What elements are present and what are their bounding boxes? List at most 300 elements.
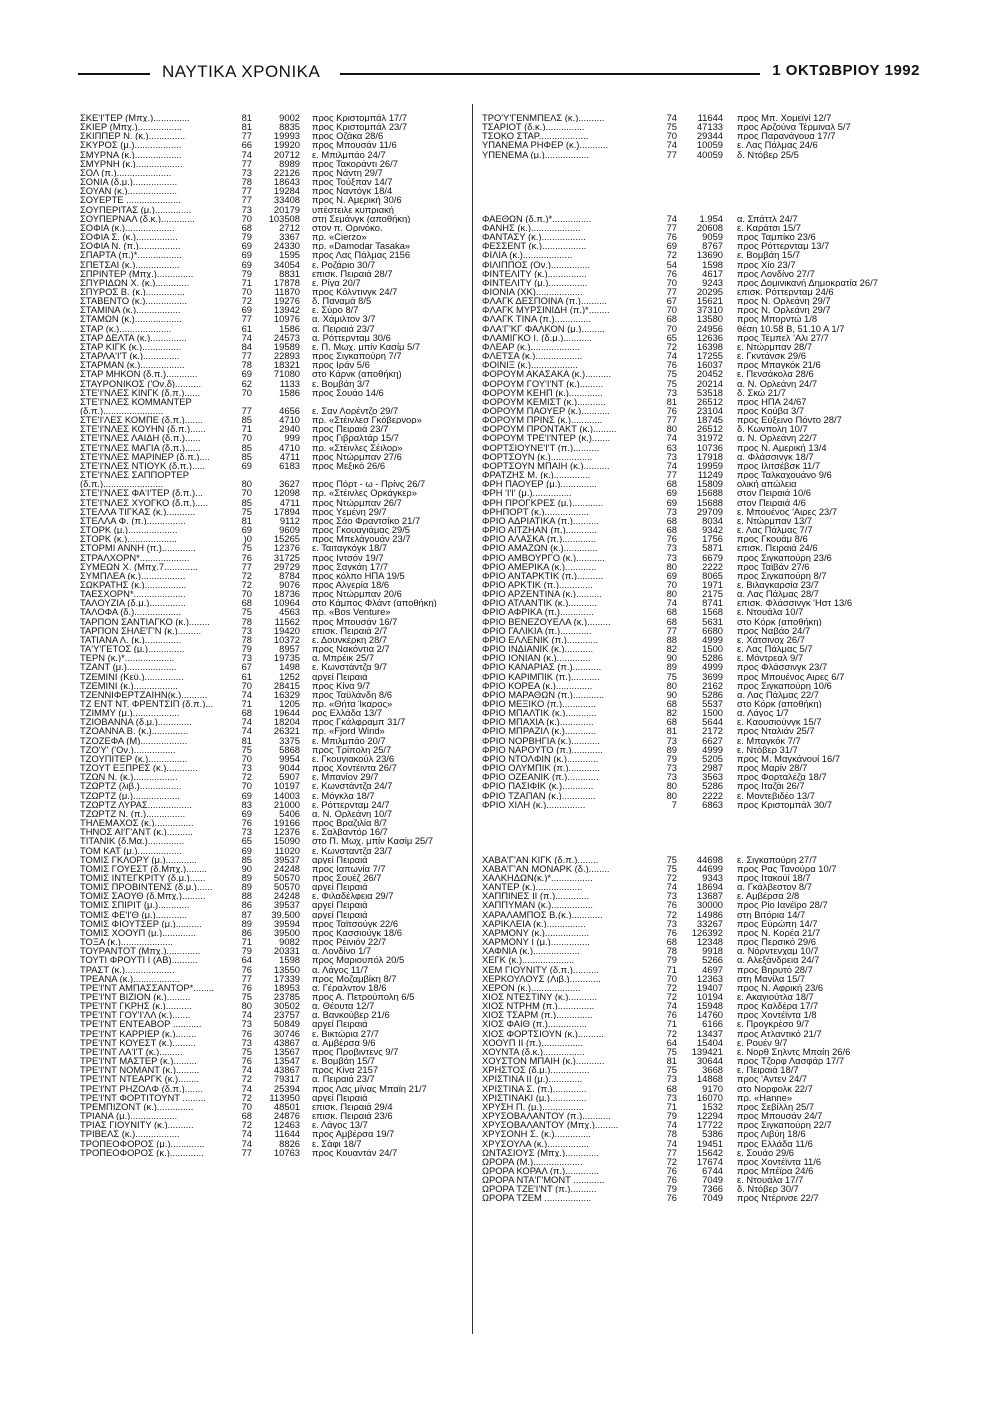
tonnage: 13690 [696, 249, 723, 261]
ship-entry [80, 525, 460, 534]
tonnage: 999 [284, 432, 300, 444]
position-status: ε. Λας Πάλμας 7/7 [737, 525, 813, 535]
build-year: 74 [666, 112, 677, 123]
ship-name: ΤΡΕ'Ι'ΝΤ ΛΑ'Ι'Τ (κ.)......... [80, 1046, 183, 1057]
tonnage: 126392 [691, 926, 723, 938]
tonnage: 6183 [279, 459, 300, 471]
build-year: 89 [241, 917, 252, 929]
position-status: α. Λονδίνο 1/7 [312, 946, 372, 956]
build-year: 81 [241, 112, 252, 123]
ship-entry [80, 644, 460, 653]
position-status: στον Πειραιά 10/6 [737, 488, 812, 498]
build-year: 73 [241, 652, 252, 664]
tonnage: 8957 [279, 643, 300, 655]
tonnage: 7049 [702, 1192, 723, 1204]
position-status: προς Νταλιάν 25/7 [737, 726, 815, 736]
build-year: 68 [241, 221, 252, 233]
build-year: 74 [241, 688, 252, 700]
ship-entry [80, 672, 460, 681]
tonnage: 7366 [702, 1183, 723, 1195]
ship-name: ΦΛΑ'Γ'ΚΓ ΦΑΛΚΟΝ (μ.)......... [482, 323, 605, 333]
build-year: 75 [241, 991, 252, 1002]
position-status: θέση 10.58 Β, 51.10 Α 1/7 [737, 323, 845, 333]
ship-name: ΤΕΡΝ (κ.)*................... [80, 653, 175, 663]
ship-name: ΦΛΕΑΡ (κ.)................... [482, 341, 580, 352]
ship-name: ΦΙΟΝΙΑ (ΧΚ).................. [482, 286, 583, 297]
tonnage: 9609 [279, 524, 300, 536]
tonnage: 11644 [697, 112, 723, 123]
section-spacer [482, 818, 922, 827]
position-status: ε. Σιγκαπούρη 27/7 [737, 854, 818, 864]
build-year: 75 [241, 505, 252, 517]
position-status: στον π. Ορινόκο. [312, 222, 383, 233]
tonnage: 10372 [273, 633, 300, 645]
build-year: 68 [666, 615, 677, 627]
build-year: 68 [666, 524, 677, 536]
ship-entry [80, 223, 460, 232]
position-status: προς Ταμπίκο 23/6 [737, 232, 816, 242]
build-year: 74 [666, 1000, 677, 1012]
position-status: προς Λας Πάλμας 2156 [312, 250, 411, 260]
position-status: ε. Ρόττερνταμ 24/7 [312, 799, 390, 809]
build-year: 78 [241, 633, 252, 645]
ship-name: ΤΖΟΖΕΦΑ (Μ).................. [80, 735, 188, 745]
ship-name: ΦΡΙΟ ΜΑΡΑΘΩΝ (π.)............ [482, 689, 605, 699]
position-status: προς Φλάσσινγκ 23/7 [737, 662, 828, 672]
ship-name: ΤΡΟΠΕΟΦΟΡΟΣ (κ.)............. [80, 1147, 204, 1157]
position-status: στο Κόρκ (αποθήκη) [737, 699, 822, 709]
tonnage: 11644 [274, 1128, 300, 1140]
ship-entry [80, 763, 460, 772]
tonnage: 13550 [273, 963, 300, 975]
tonnage: 10763 [273, 1146, 300, 1158]
ship-name: ΧΡΥΣΟΥΛΑ (κ.)................ [482, 1138, 589, 1148]
ship-entry [80, 507, 460, 516]
build-year: 75 [241, 606, 252, 618]
position-status: προς Μπ. Χομεϊνί 12/7 [737, 113, 832, 123]
build-year: 68 [666, 1082, 677, 1094]
tonnage: 4999 [702, 633, 723, 645]
position-status: πρ. «Cierzo» [312, 232, 367, 242]
position-status: ε. Ντώρμπαν 13/7 [737, 515, 813, 526]
build-year: 73 [666, 450, 677, 462]
build-year: 71 [666, 963, 677, 975]
build-year: 74 [666, 212, 677, 224]
ship-entry [80, 140, 460, 149]
build-year: 73 [666, 386, 677, 398]
ship-name: ΩΡΟΡΑ ΝΤΑ'Γ'ΜΟΝΤ ............ [482, 1175, 605, 1185]
ship-name: ΣΠΑΡΤΑ (π.)*................. [80, 250, 182, 260]
build-year: 76 [666, 267, 677, 279]
tonnage: 39.500 [271, 908, 300, 920]
build-year: 75 [241, 542, 252, 554]
position-status: προς Μ. Μαγκάνουί 16/7 [737, 753, 841, 764]
ship-name: ΦΡΗ 'Ι'Ι' (μ.)............... [482, 488, 572, 498]
build-year: 80 [666, 588, 677, 600]
build-year: 76 [666, 926, 677, 938]
ship-name: ΤΖΕΜΙΝΙ (κ.)................. [80, 680, 178, 690]
tonnage: 44699 [696, 862, 723, 874]
ship-name: ΤΡΕ'Ι'ΝΤ ΡΗΖΟΛΦ (δ.π.)....... [80, 1083, 203, 1093]
ship-name: ΣΤΕΛΛΑ ΤΙΓΚΑΣ (κ.)........... [80, 506, 196, 516]
build-year: 73 [241, 166, 252, 178]
ship-name: ΤΟΜΙΣ ΦΕ'Ι'Θ (μ.)............ [80, 909, 187, 919]
position-status: προς Ρόττερνταμ 13/7 [737, 241, 830, 251]
tonnage: 33408 [273, 194, 300, 206]
ship-name: ΧΙΟΣ ΝΤΕΣΤΙΝΥ (κ.)........... [482, 992, 598, 1002]
build-year: 76 [666, 405, 677, 416]
tonnage: 9918 [702, 945, 723, 957]
ship-name: ΦΡΑΤΖΗΣ Μ. (κ.).............. [482, 470, 591, 480]
tonnage: 5286 [702, 780, 723, 792]
ship-entry [80, 992, 460, 1001]
tonnage: 11562 [274, 615, 300, 627]
build-year: 87 [241, 908, 252, 920]
position-status: προς Τέμπελ 'Αλι 27/7 [737, 332, 829, 342]
ship-entry [80, 635, 460, 644]
position-status: προς Χοντέϊντα 11/6 [737, 1156, 822, 1166]
tonnage: 71080 [273, 368, 300, 380]
ship-name: ΤΑΕΣΧΟΡΝ*.................... [80, 589, 186, 599]
ship-name: ΤΡΙΑΣ ΓΙΟΥΝΙΤΥ (κ.).......... [80, 1120, 194, 1130]
position-status: ε. Χάτσινοχ 26/7 [737, 634, 805, 645]
tonnage: 21000 [273, 798, 300, 810]
position-status: στο Κάμπος Φλάντ (αποθήκη) [312, 598, 437, 608]
position-status: προς Κίνα 2157 [312, 1065, 379, 1075]
build-year: 72 [666, 871, 677, 883]
tonnage: 43867 [273, 1064, 300, 1076]
build-year: 71 [241, 698, 252, 709]
tonnage: 34054 [273, 258, 300, 270]
tonnage: 22126 [273, 166, 300, 178]
tonnage: 18736 [273, 588, 300, 600]
ship-name: ΣΤΟΡΚ (κ.)................... [80, 534, 177, 544]
ship-entry [482, 1193, 922, 1202]
ship-entry [80, 1120, 460, 1129]
build-year: 79 [666, 954, 677, 966]
ship-name: ΧΡΙΣΤΙΝΑ Σ. (π.)............. [482, 1083, 587, 1093]
ship-name: ΤΑΤΙΑΝΑ Λ. (κ.).............. [80, 634, 182, 645]
ship-name: (δ.π.)....................... [80, 406, 164, 416]
build-year: 73 [666, 505, 677, 517]
tonnage: 1595 [279, 249, 300, 261]
tonnage: 53518 [696, 386, 723, 398]
ship-name: ΣΤΑΜΙΝΑ (κ.)................. [80, 305, 181, 315]
tonnage: 5907 [279, 771, 300, 783]
position-status: ε. Λας Πάλμας 24/6 [737, 140, 818, 150]
build-year: 76 [241, 1055, 252, 1067]
ship-name: ΦΡΙΟ ΑΛΑΣΚΑ (π.)............. [482, 534, 597, 544]
ship-entry [80, 543, 460, 552]
tonnage: 3375 [279, 734, 300, 746]
tonnage: 11249 [697, 469, 723, 481]
position-status: α. Γέραλντον 18/6 [312, 982, 387, 992]
ship-entry [80, 873, 460, 882]
ship-name: ΣΤΕΛΛΑ Φ. (π.)............... [80, 515, 186, 526]
build-year: 73 [666, 890, 677, 902]
position-status: προς Μεξικό 26/6 [312, 460, 386, 471]
tonnage: 24956 [696, 322, 723, 334]
build-year: 67 [241, 661, 252, 673]
build-year: 73 [241, 203, 252, 215]
ship-name: ΣΚΥΡΟΣ (μ.).................. [80, 140, 182, 150]
position-status: προς Ιράν 5/6 [312, 360, 370, 370]
ship-entry [80, 809, 460, 818]
ship-entry [80, 470, 460, 479]
ship-name: ΦΙΝΤΕΛΙΤΥ (μ.)............... [482, 277, 588, 287]
tonnage: 22893 [273, 350, 300, 362]
ship-name: ΧΕΡΚΟΥΛΟΥΣ (Λιβ.)............ [482, 973, 601, 983]
ship-name: ΣΤΟΡΚ (μ.)................... [80, 525, 178, 535]
ship-entry [80, 800, 460, 809]
build-year: 71 [666, 1100, 677, 1112]
build-year: 77 [666, 1146, 677, 1158]
build-year: 76 [666, 899, 677, 911]
position-status: προς Ν. Αμερική 13/4 [737, 442, 827, 452]
position-status: προς Περσικό 29/6 [737, 937, 816, 947]
position-status: προς Ταϊτσούγκ 22/6 [312, 918, 399, 928]
build-year: 65 [666, 331, 677, 343]
ship-entry [80, 617, 460, 626]
tonnage: 5286 [702, 688, 723, 700]
ship-name: ΣΟΦΙΑ Σ. (κ.)................ [80, 232, 178, 242]
ship-name: ΣΚΕ'Ι'ΤΕΡ (Μπχ.).............. [80, 113, 190, 123]
tonnage: 2172 [702, 725, 723, 737]
ship-name: ΣΠΥΡΙΔΩΝ Χ. (κ.)............. [80, 277, 190, 287]
position-status: προς Σιγκαπούρη 22/7 [737, 1120, 832, 1130]
build-year: 78 [241, 176, 252, 188]
ship-name: ΣΤΕ'Ι'ΝΛΕΣ ΝΤΙΟΥΚ (δ.π.)..... [80, 460, 206, 471]
position-status: προς Αμβέρσα 19/7 [312, 1129, 395, 1139]
ship-name: ΦΡΙΟ ΜΠΡΑΖΙΛ (κ.)............ [482, 726, 597, 736]
position-status: ε. Ντόβερ 31/7 [737, 744, 798, 754]
position-status: προς Τούξπαν 14/7 [312, 177, 393, 187]
tonnage: 13437 [696, 1027, 723, 1039]
ship-name: ΤΡΟΠΕΟΦΟΡΟΣ (μ.)............. [80, 1138, 205, 1148]
build-year: 74 [241, 331, 252, 343]
ship-entry [80, 562, 460, 571]
position-status: ε. Πενσάκολα 28/6 [737, 369, 814, 379]
tonnage: 23757 [273, 1009, 300, 1021]
ship-name: ΣΟΛ (π.)..................... [80, 167, 172, 178]
position-status: ε. Πειραιά 18/7 [737, 1065, 799, 1075]
build-year: 67 [666, 295, 677, 307]
ship-entry [80, 534, 460, 543]
tonnage: 1568 [702, 606, 723, 618]
position-status: προς Ταϊβάν 27/6 [737, 561, 810, 571]
tonnage: 19959 [696, 459, 723, 471]
build-year: 75 [241, 1045, 252, 1057]
ship-entry [80, 479, 460, 488]
tonnage: 12348 [696, 936, 723, 948]
position-status: επισκ. Πειραιά 24/6 [737, 543, 818, 553]
ship-entry [80, 891, 460, 900]
tonnage: 30644 [696, 1055, 723, 1067]
build-year: 74 [241, 1082, 252, 1094]
build-year: 72 [666, 908, 677, 920]
build-year: 71 [241, 423, 252, 435]
position-status: προς Μοζαμβίκη 8/7 [312, 973, 397, 983]
position-status: προς Παρανάγουα 17/7 [737, 131, 836, 141]
tonnage: 9954 [279, 752, 300, 764]
position-status: προς Κριστομπάλ 30/7 [737, 799, 833, 809]
tonnage: 20712 [273, 148, 300, 160]
tonnage: 31972 [696, 432, 723, 444]
ship-entry [482, 150, 922, 159]
tonnage: 5205 [702, 752, 723, 764]
ship-name: ΤΡΕ'Ι'ΝΤ ΜΑΣΤΕΡ (κ.)......... [80, 1056, 197, 1066]
build-year: 73 [241, 762, 252, 774]
build-year: 77 [241, 405, 252, 416]
ship-entry [80, 278, 460, 287]
ship-name: ΦΡΙΟ ΑΝΤΑΡΚΤΙΚ (π.).......... [482, 570, 604, 580]
ship-entry [80, 919, 460, 928]
build-year: 78 [666, 945, 677, 957]
position-status: προς Γιβραλτάρ 15/7 [312, 433, 399, 443]
tonnage: 16070 [696, 1091, 723, 1103]
position-status: α. Φλάσσινγκ 18/7 [737, 451, 814, 461]
ship-name: ΧΡΥΣΟΝΗ Σ. (κ.).............. [482, 1129, 591, 1139]
tonnage: 103508 [268, 212, 300, 224]
build-year: 89 [666, 661, 677, 673]
build-year: 54 [666, 258, 677, 270]
ship-name: ΤΖΩΝ Ν. (κ.)................. [80, 772, 178, 782]
ship-entry [80, 424, 460, 433]
ship-entry [80, 1010, 460, 1019]
position-status: προς Αλγερία 18/6 [312, 579, 390, 590]
build-year: 72 [666, 1155, 677, 1167]
ship-entry [80, 269, 460, 278]
tonnage: 1586 [279, 322, 300, 334]
ship-name: ΧΙΟΣ ΦΟΡΤΣΙΟΥΝ (κ.).......... [482, 1028, 604, 1038]
tonnage: 19735 [273, 652, 300, 664]
ship-entry [80, 314, 460, 323]
tonnage: 6627 [702, 734, 723, 746]
position-status: αργεί Πειραιά [312, 882, 368, 892]
build-year: 78 [241, 359, 252, 371]
build-year: 7 [671, 798, 677, 810]
tonnage: 39537 [273, 899, 300, 911]
ship-name: ΣΤΕ'Ι'ΛΕΣ ΚΟΜΠΕ (δ.π.)....... [80, 415, 203, 425]
ship-name: ΦΡΙΟ ΑΡΖΕΝΤΙΝΑ (κ.).......... [482, 589, 602, 599]
build-year: 70 [241, 285, 252, 297]
ship-name: ΤΡΕ'Ι'ΝΤ ΝΟΜΑΝΤ (κ.)......... [80, 1065, 200, 1075]
ship-name: ΣΤΡΑΛΧΟΡΝ*................... [80, 552, 190, 562]
position-status: προς Πόρτ - ω - Πρίνς 26/7 [312, 479, 426, 489]
position-status: προς Κριστομπάλ 23/7 [312, 122, 408, 132]
build-year: 73 [666, 551, 677, 563]
ship-name: ΦΟΡΤΣΟΥΝ ΜΠΑΙΗ (κ.).......... [482, 460, 610, 471]
ship-name: ΤΟΜΙΣ ΓΚΛΟΡΥ (μ.)............ [80, 854, 197, 864]
ship-name: ΤΗΛΕΜΑΧΟΣ (κ.)............... [80, 818, 194, 828]
position-status: προς Μπουσάν 24/7 [737, 1111, 823, 1121]
position-status: προς Ν. Αφρική 23/6 [737, 982, 824, 992]
build-year: 76 [241, 551, 252, 563]
ship-name: ΦΙΛΙΑ (κ.)................... [482, 250, 573, 260]
position-status: ε. Γκουγιακούλ 23/6 [312, 753, 395, 764]
ship-name: ΦΡΙΟ ΤΖΑΠΑΝ (κ.)............. [482, 790, 596, 800]
tonnage: 16398 [696, 340, 723, 352]
position-status: δ. Παναμά 8/5 [312, 296, 372, 306]
ship-entry [80, 1019, 460, 1028]
position-status: επισκ. Ρόττερνταμ 24/6 [737, 286, 834, 297]
ship-entry [80, 983, 460, 992]
position-status: α. Πειραιά 23/7 [312, 323, 375, 333]
tonnage: 18694 [696, 881, 723, 893]
ship-entry [80, 827, 460, 836]
position-status: ολική απώλεια [737, 479, 797, 489]
ship-entry [80, 791, 460, 800]
tonnage: 9170 [702, 1082, 723, 1094]
ship-entry [80, 1065, 460, 1074]
position-status: ε. Νορθ Σηλντς Μπαίη 26/6 [737, 1046, 851, 1057]
position-status: ε. Ρίγα 20/7 [312, 277, 361, 287]
tonnage: 39500 [273, 926, 300, 938]
ship-entry [80, 443, 460, 452]
tonnage: 30746 [273, 1027, 300, 1039]
position-status: προς Τακοράντι 26/7 [312, 158, 398, 168]
ship-name: ΧΟΟΥΠ ΙΙ (π.)................ [482, 1037, 583, 1047]
position-status: προς Υεμένη 29/7 [312, 506, 387, 516]
build-year: 85 [241, 414, 252, 426]
tonnage: 47133 [696, 121, 723, 133]
build-year: 77 [241, 560, 252, 572]
position-status: προς Ντώρμπαν 26/7 [312, 497, 402, 507]
build-year: 75 [666, 1064, 677, 1076]
ship-entry [80, 946, 460, 955]
ship-entry [80, 360, 460, 369]
tonnage: 12098 [273, 487, 300, 499]
ship-name: ΦΡΙΟ ΑΜΑΖΩΝ (κ.)............. [482, 543, 598, 553]
tonnage: 19420 [273, 624, 300, 636]
build-year: 74 [241, 716, 252, 728]
ship-name: ΤΖΟΥΤ ΕΞΠΡΕΣ (κ.)............ [80, 763, 198, 773]
position-status: αργεί Πειραιά [312, 1092, 368, 1102]
position-status: ε. Βομβάη 3/7 [312, 378, 370, 388]
ship-entry [80, 626, 460, 635]
tonnage: 8767 [702, 240, 723, 252]
tonnage: 48501 [273, 1100, 300, 1112]
ship-name: ΤΖΕΜΙΝΙ (Κεϋ.)............... [80, 671, 184, 681]
position-status: α. Σπάττλ 24/7 [737, 213, 798, 223]
ship-name: ΤΟΜΙΣ ΣΠΙΡΙΤ (μ.)............ [80, 900, 190, 910]
position-status: προς Χίο 23/7 [737, 259, 796, 269]
build-year: 75 [666, 377, 677, 389]
tonnage: 4999 [702, 661, 723, 673]
tonnage: 6863 [702, 798, 723, 810]
build-year: 77 [241, 157, 252, 169]
ship-name: ΦΡΙΟ ΝΟΡΒΗΓΙΑ (κ.)........... [482, 735, 600, 745]
position-status: προς Φορταλέζα 18/7 [737, 772, 827, 782]
build-year: 73 [241, 826, 252, 838]
ship-entry [80, 928, 460, 937]
ship-entry [80, 415, 460, 424]
tonnage: 20331 [273, 945, 300, 957]
ship-entry [80, 781, 460, 790]
ship-name: ΧΑΦΝΙΑ (κ.).................. [482, 946, 580, 956]
ship-entry [80, 974, 460, 983]
ship-entry [80, 598, 460, 607]
ship-name: ΩΡΟΡΑ ΚΟΡΑΛ (π.)............. [482, 1165, 600, 1176]
tonnage: 20452 [696, 368, 723, 380]
ship-name: ΦΡΙΟ ΓΑΛΙΚΙΑ (π.)............ [482, 625, 592, 635]
ship-name: ΤΙΤΑΝΙΚ (δ.Μα.).............. [80, 836, 185, 846]
tonnage: 18745 [696, 414, 723, 426]
position-status: ε. Προγκρέσο 9/7 [737, 1019, 810, 1029]
tonnage: 3699 [702, 670, 723, 682]
build-year: 66 [241, 139, 252, 151]
ship-entry [80, 937, 460, 946]
